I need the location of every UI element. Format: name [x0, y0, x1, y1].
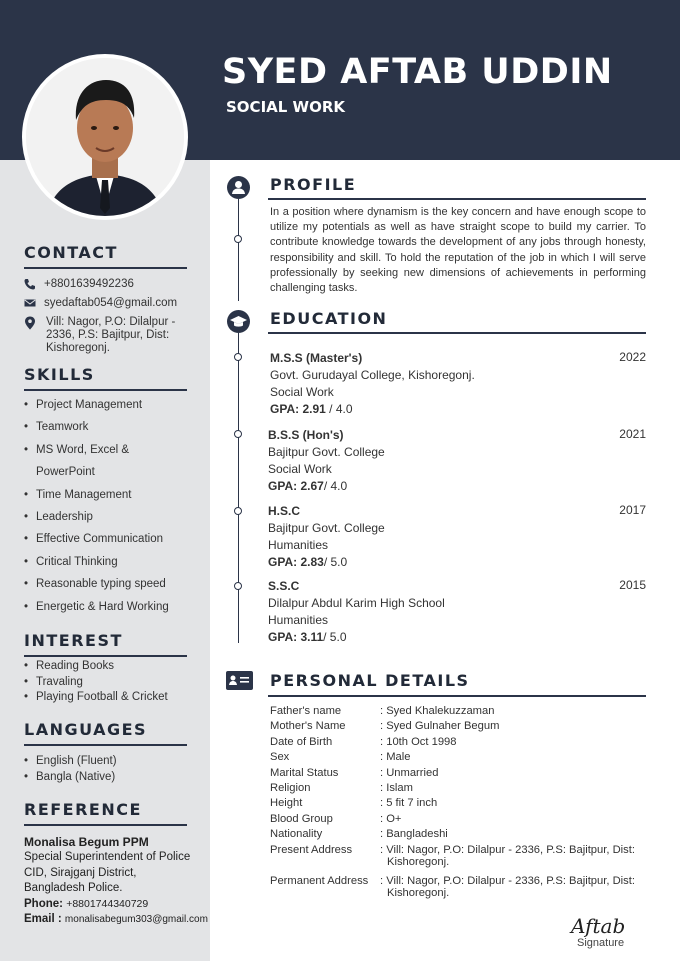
graduation-cap-icon — [227, 310, 250, 333]
contact-title: CONTACT — [24, 243, 118, 262]
personal-detail-label: Present Address — [270, 844, 353, 856]
contact-email[interactable]: syedaftab054@gmail.com — [44, 297, 178, 309]
profile-photo — [22, 54, 188, 220]
list-item: • Teamwork — [24, 421, 169, 443]
personal-detail-value: : 5 fit 7 inch — [380, 797, 438, 809]
education-gpa: GPA: 2.83/ 5.0 — [268, 555, 348, 569]
personal-detail-value: : Syed Gulnaher Begum — [380, 720, 500, 732]
education-institute: Dilalpur Abdul Karim High School — [268, 596, 445, 610]
person-portrait-icon — [26, 58, 184, 216]
location-pin-icon — [24, 316, 36, 328]
contact-phone[interactable]: +8801639492236 — [44, 278, 134, 290]
education-gpa: GPA: 3.11/ 5.0 — [268, 630, 347, 644]
education-subject: Humanities — [268, 613, 329, 627]
education-year: 2017 — [619, 503, 646, 517]
list-item: • Bangla (Native) — [24, 771, 117, 787]
reference-name: Monalisa Begum PPM — [24, 835, 149, 849]
education-entry — [268, 578, 646, 646]
list-item: • MS Word, Excel & — [24, 444, 169, 466]
profile-user-icon — [227, 176, 250, 199]
education-entry — [270, 350, 646, 418]
reference-rule — [24, 824, 187, 826]
list-item: • Critical Thinking — [24, 556, 169, 578]
education-degree: H.S.C — [268, 504, 301, 518]
education-degree: M.S.S (Master's) — [270, 351, 363, 365]
candidate-name: SYED AFTAB UDDIN — [222, 52, 613, 92]
personal-detail-value: : O+ — [380, 813, 402, 825]
education-subject: Social Work — [268, 462, 332, 476]
list-item: • Playing Football & Cricket — [24, 691, 168, 707]
list-item: • Project Management — [24, 399, 169, 421]
list-item: • Time Management — [24, 489, 169, 511]
id-card-icon — [226, 671, 253, 690]
profile-rule — [268, 198, 646, 200]
list-item: • Leadership — [24, 511, 169, 533]
phone-icon — [24, 278, 36, 290]
personal-detail-label: Nationality — [270, 828, 323, 840]
list-item: • Reasonable typing speed — [24, 578, 169, 600]
contact-address: Vill: Nagor, P.O: Dilalpur - 2336, P.S: Bajitpur, Dist: Kishoregonj. — [46, 316, 176, 354]
reference-block — [24, 835, 208, 927]
personal-detail-label: Date of Birth — [270, 736, 333, 748]
education-rule — [268, 332, 646, 334]
mail-icon — [24, 297, 36, 309]
personal-detail-label: Religion — [270, 782, 311, 794]
reference-phone: Phone: +8801744340729 — [24, 897, 149, 910]
list-item: • Effective Communication — [24, 533, 169, 555]
signature-label: Signature — [577, 937, 625, 949]
signature-mark: Aftab — [571, 914, 626, 938]
personal-detail-label: Height — [270, 797, 303, 809]
education-timeline — [238, 333, 239, 643]
education-year: 2022 — [619, 350, 646, 364]
personal-title: PERSONAL DETAILS — [270, 671, 470, 690]
timeline-dot — [234, 235, 242, 243]
education-gpa: GPA: 2.67/ 4.0 — [268, 479, 348, 493]
reference-email: Email : monalisabegum303@gmail.com — [24, 913, 208, 926]
profile-title: PROFILE — [270, 175, 357, 194]
interest-list — [24, 660, 168, 707]
personal-detail-value: : Bangladeshi — [380, 828, 448, 840]
list-item: • Energetic & Hard Working — [24, 601, 169, 623]
personal-detail-value: : 10th Oct 1998 — [380, 736, 457, 748]
reference-line: Bangladesh Police. — [24, 882, 123, 895]
personal-detail-value: : Vill: Nagor, P.O: Dilalpur - 2336, P.S: Bajitpur, Dist: Kishoregonj. — [380, 875, 635, 899]
personal-detail-value: : Vill: Nagor, P.O: Dilalpur - 2336, P.S: Bajitpur, Dist: Kishoregonj. — [380, 844, 635, 868]
personal-detail-value: : Unmarried — [380, 767, 439, 779]
personal-rule — [268, 695, 646, 697]
languages-title: LANGUAGES — [24, 720, 148, 739]
education-institute: Bajitpur Govt. College — [268, 521, 385, 535]
personal-detail-value: : Islam — [380, 782, 413, 794]
skills-title: SKILLS — [24, 365, 95, 384]
languages-rule — [24, 744, 187, 746]
timeline-dot — [234, 507, 242, 515]
education-subject: Humanities — [268, 538, 329, 552]
education-year: 2021 — [619, 427, 646, 441]
reference-line: CID, Sirajganj District, — [24, 866, 137, 879]
skills-list — [24, 399, 169, 623]
contact-rule — [24, 267, 187, 269]
education-entry — [268, 503, 646, 571]
reference-line: Special Superintendent of Police — [24, 851, 191, 864]
reference-title: REFERENCE — [24, 800, 142, 819]
personal-detail-label: Sex — [270, 751, 290, 763]
profile-timeline — [238, 199, 239, 301]
personal-detail-label: Marital Status — [270, 767, 339, 779]
education-institute: Govt. Gurudayal College, Kishoregonj. — [270, 368, 475, 382]
education-institute: Bajitpur Govt. College — [268, 445, 385, 459]
personal-detail-label: Mother's Name — [270, 720, 346, 732]
personal-detail-value: : Male — [380, 751, 411, 763]
timeline-dot — [234, 582, 242, 590]
education-subject: Social Work — [270, 385, 334, 399]
interest-rule — [24, 655, 187, 657]
personal-detail-value: : Syed Khalekuzzaman — [380, 705, 495, 717]
personal-detail-label: Father's name — [270, 705, 342, 717]
list-item: PowerPoint — [36, 466, 95, 479]
education-title: EDUCATION — [270, 309, 388, 328]
personal-detail-label: Blood Group — [270, 813, 333, 825]
list-item: • Reading Books — [24, 660, 168, 676]
languages-list — [24, 755, 117, 787]
education-degree: B.S.S (Hon's) — [268, 428, 344, 442]
education-entry — [268, 427, 646, 495]
candidate-role: SOCIAL WORK — [226, 98, 346, 116]
timeline-dot — [234, 430, 242, 438]
education-year: 2015 — [619, 578, 646, 592]
education-gpa: GPA: 2.91 / 4.0 — [270, 402, 353, 416]
interest-title: INTEREST — [24, 631, 123, 650]
education-degree: S.S.C — [268, 579, 300, 593]
personal-detail-label: Permanent Address — [270, 875, 369, 887]
timeline-dot — [234, 353, 242, 361]
list-item: • Travaling — [24, 676, 168, 692]
profile-text: In a position where dynamism is the key concern and have enough scope to utilize my potentials as well as have straight scope to build my carrier. To contribute knowledge towards the development of any jobs through honesty, responsibility and skill. To hold the reputation of the job in which I will serve professionally by seeking new dimensions of achievements in performing challenging tasks. — [270, 206, 646, 295]
list-item: • English (Fluent) — [24, 755, 117, 771]
skills-rule — [24, 389, 187, 391]
